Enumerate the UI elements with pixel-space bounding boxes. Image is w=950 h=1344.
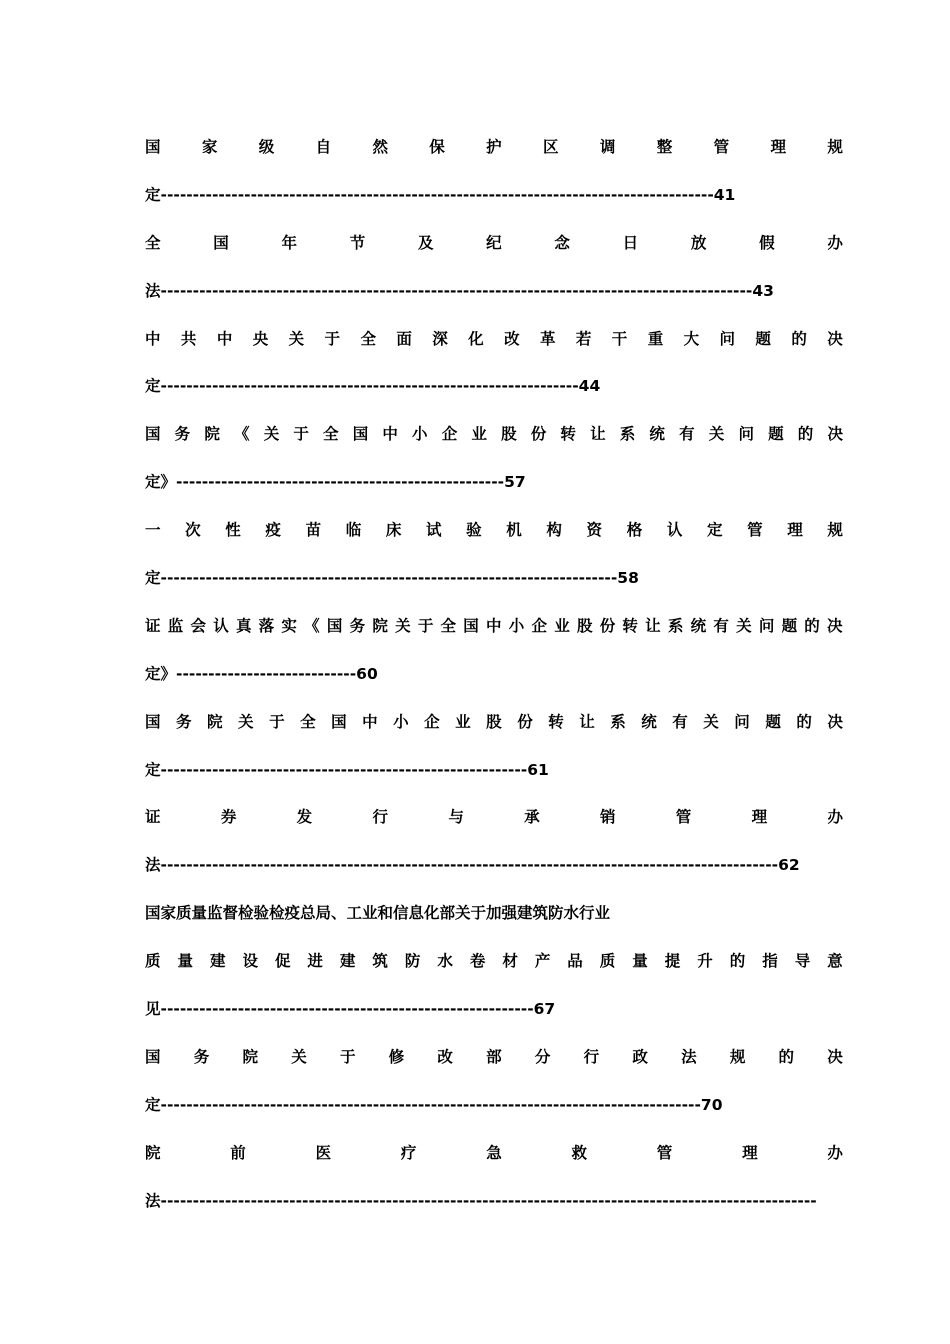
- toc-title-char: 《: [304, 616, 320, 635]
- toc-title-char: 系: [619, 425, 636, 444]
- toc-title-char: 区: [543, 138, 559, 156]
- toc-title-char: 关: [238, 712, 254, 731]
- toc-title-char: 与: [448, 808, 464, 827]
- toc-title-char: 品: [567, 952, 583, 971]
- toc-title-char: 年: [281, 233, 297, 252]
- toc-entry-title[interactable]: [145, 938, 843, 986]
- toc-title-char: 统: [690, 616, 707, 635]
- toc-title-char: 护: [486, 138, 502, 156]
- toc-title-char: 质: [145, 952, 161, 971]
- toc-dot-leader: --------------------------------------------------------------------------------------: [160, 185, 714, 204]
- toc-title-end: 定》: [145, 473, 177, 492]
- toc-title-char: 全: [440, 616, 457, 635]
- toc-title-char: 修: [388, 1047, 405, 1066]
- toc-title-char: 定: [706, 521, 723, 540]
- toc-title-char: 自: [315, 138, 332, 156]
- toc-entry-title[interactable]: [145, 316, 843, 364]
- toc-entry-leader[interactable]: [145, 986, 843, 1034]
- toc-title-char: 于: [269, 712, 285, 731]
- toc-title-char: 床: [385, 521, 402, 540]
- toc-title-char: 的: [778, 1047, 795, 1066]
- toc-title-end: 定: [145, 760, 161, 779]
- toc-title-char: 有: [713, 616, 729, 635]
- toc-title-char: 于: [339, 1047, 356, 1066]
- toc-title-char: 国: [145, 712, 161, 731]
- toc-title-char: 关: [288, 329, 305, 348]
- toc-title-char: 统: [641, 712, 657, 731]
- toc-title-end: 定: [145, 569, 161, 588]
- toc-title-char: 关: [736, 616, 752, 635]
- toc-title-char: 于: [293, 425, 309, 444]
- toc-title-char: 让: [579, 712, 595, 731]
- toc-entry-leader[interactable]: [145, 172, 843, 220]
- toc-title-char: 务: [174, 425, 191, 444]
- toc-title-char: 企: [441, 425, 458, 444]
- toc-title-char: 苗: [305, 521, 322, 540]
- toc-title-char: 决: [827, 425, 843, 444]
- toc-entry-leader[interactable]: [145, 555, 843, 603]
- toc-entry-title[interactable]: [145, 603, 843, 651]
- toc-title-char: 问: [758, 616, 775, 635]
- toc-title-char: 国: [331, 712, 347, 731]
- toc-title-char: 统: [649, 425, 665, 444]
- toc-title-char: 机: [506, 521, 522, 540]
- toc-title-char: 股: [576, 616, 593, 635]
- toc-title-char: 理: [770, 138, 786, 156]
- toc-title-char: 《: [234, 425, 250, 444]
- toc-entry-leader[interactable]: [145, 1082, 843, 1130]
- toc-dot-leader: --------------------------------------------------------------------------------------------: [160, 281, 753, 300]
- toc-title-char: 家: [201, 138, 218, 156]
- toc-title-end: 见: [145, 1000, 161, 1019]
- toc-title-char: 面: [396, 329, 412, 348]
- toc-title-char: 指: [762, 952, 778, 971]
- toc-title-char: 次: [185, 521, 201, 540]
- toc-title-char: 管: [675, 808, 692, 827]
- toc-title-char: 然: [372, 138, 388, 156]
- toc-title-char: 关: [263, 425, 280, 444]
- toc-title-char: 促: [274, 952, 291, 971]
- toc-title-char: 医: [315, 1143, 332, 1162]
- toc-title-char: 量: [632, 952, 648, 971]
- toc-title-char: 实: [281, 616, 297, 635]
- toc-title-char: 部: [486, 1047, 502, 1066]
- toc-title-char: 于: [324, 329, 341, 348]
- toc-title-char: 关: [291, 1047, 307, 1066]
- toc-title-end: 定: [145, 185, 161, 204]
- toc-title-char: 认: [666, 521, 683, 540]
- toc-dot-leader: ----------------------------------------------------------: [160, 1000, 534, 1019]
- toc-title-char: 建: [209, 952, 226, 971]
- toc-title-char: 让: [590, 425, 606, 444]
- toc-title-char: 管: [656, 1143, 673, 1162]
- toc-entry-title[interactable]: [145, 699, 843, 747]
- toc-title-char: 业: [471, 425, 487, 444]
- toc-title-char: 化: [468, 329, 484, 348]
- toc-title-char: 的: [796, 712, 812, 731]
- toc-title-char: 问: [719, 329, 736, 348]
- toc-entry-leader[interactable]: [145, 459, 843, 507]
- toc-title-char: 理: [751, 808, 768, 827]
- toc-title-char: 管: [713, 138, 730, 156]
- toc-title-char: 大: [683, 329, 700, 348]
- toc-title-char: 务: [349, 616, 366, 635]
- toc-title-char: 于: [417, 616, 434, 635]
- toc-title-char: 量: [177, 952, 193, 971]
- toc-title-char: 卷: [469, 952, 486, 971]
- toc-title-char: 题: [781, 616, 798, 635]
- toc-title-char: 的: [729, 952, 746, 971]
- toc-title-char: 决: [827, 616, 843, 635]
- toc-page-number: 70: [700, 1095, 723, 1114]
- toc-page-number: 43: [752, 281, 774, 300]
- toc-title-char: 办: [827, 808, 843, 827]
- toc-title-char: 小: [508, 616, 525, 635]
- toc-dot-leader: ------------------------------------------------------------------------------------: [160, 1095, 701, 1114]
- toc-title-char: 份: [530, 425, 547, 444]
- toc-title-char: 规: [827, 521, 843, 540]
- toc-entry-title[interactable]: [145, 1034, 843, 1082]
- toc-entry-leader[interactable]: [145, 747, 843, 795]
- toc-title-char: 题: [755, 329, 771, 348]
- toc-title-char: 导: [794, 952, 811, 971]
- toc-dot-leader: -----------------------------------------------------------------------: [160, 569, 618, 588]
- toc-title-char: 题: [768, 425, 784, 444]
- toc-title-char: 急: [486, 1143, 502, 1162]
- table-of-contents: [145, 124, 843, 1225]
- toc-title-char: 小: [412, 425, 428, 444]
- toc-title-char: 疫: [265, 521, 281, 540]
- toc-title-char: 转: [560, 425, 576, 444]
- toc-title-char: 国: [326, 616, 343, 635]
- toc-title-char: 有: [679, 425, 695, 444]
- toc-title-char: 院: [145, 1143, 161, 1162]
- toc-title-char: 让: [645, 616, 661, 635]
- toc-title-char: 进: [307, 952, 323, 971]
- toc-title-char: 构: [546, 521, 562, 540]
- toc-title-char: 管: [747, 521, 763, 540]
- toc-title-char: 关: [708, 425, 725, 444]
- toc-dot-leader: ---------------------------------------------------------: [160, 760, 528, 779]
- toc-entry-leader[interactable]: [145, 363, 843, 411]
- toc-title-char: 中: [145, 329, 161, 348]
- toc-title-char: 的: [804, 616, 820, 635]
- toc-title-char: 承: [524, 808, 540, 827]
- toc-title-char: 认: [213, 616, 229, 635]
- toc-title-char: 务: [176, 712, 192, 731]
- toc-entry-title[interactable]: [145, 124, 843, 172]
- toc-title-char: 理: [787, 521, 803, 540]
- toc-entry-title[interactable]: [145, 507, 843, 555]
- toc-title-char: 节: [349, 233, 366, 252]
- toc-title-char: 水: [437, 952, 453, 971]
- toc-dot-leader: ----------------------------: [176, 664, 357, 683]
- toc-entry-title[interactable]: [145, 411, 843, 459]
- toc-title-char: 行: [583, 1047, 600, 1066]
- toc-entry-title[interactable]: [145, 794, 843, 842]
- toc-title-char: 的: [791, 329, 807, 348]
- toc-entry-leader[interactable]: [145, 268, 843, 316]
- toc-title-char: 决: [827, 1047, 843, 1066]
- toc-title-char: 材: [502, 952, 518, 971]
- toc-title-char: 问: [738, 425, 754, 444]
- toc-title-char: 全: [145, 233, 161, 252]
- toc-title-end: 定: [145, 1095, 161, 1114]
- toc-title-char: 整: [656, 138, 673, 156]
- toc-title-end: 定: [145, 377, 161, 396]
- toc-title-char: 全: [360, 329, 376, 348]
- toc-entry-title[interactable]: [145, 220, 843, 268]
- toc-page-number: 41: [713, 185, 736, 204]
- toc-title-char: 股: [501, 425, 517, 444]
- toc-title-char: 国: [145, 138, 161, 156]
- toc-heading-line: 国家质量监督检验检疫总局、工业和信息化部关于加强建筑防水行业: [145, 904, 611, 923]
- toc-title-char: 性: [225, 521, 241, 540]
- toc-title-char: 问: [734, 712, 750, 731]
- toc-entry-leader[interactable]: [145, 651, 843, 699]
- toc-page-number: 44: [578, 377, 601, 396]
- toc-title-char: 前: [230, 1143, 246, 1162]
- toc-title-char: 中: [216, 329, 233, 348]
- toc-title-char: 日: [622, 233, 639, 252]
- toc-title-char: 国: [145, 425, 161, 444]
- toc-title-char: 证: [145, 808, 161, 827]
- toc-title-char: 监: [167, 616, 184, 635]
- toc-title-char: 筑: [372, 952, 388, 971]
- toc-title-char: 产: [534, 952, 551, 971]
- toc-dot-leader: ------------------------------------------------------------------------------------------------------: [160, 1191, 817, 1210]
- toc-page-number: 62: [778, 856, 800, 875]
- toc-title-char: 调: [599, 138, 616, 156]
- toc-title-char: 企: [531, 616, 547, 635]
- toc-title-char: 落: [258, 616, 275, 635]
- toc-title-char: 院: [204, 425, 220, 444]
- toc-title-char: 设: [242, 952, 258, 971]
- toc-title-char: 政: [632, 1047, 648, 1066]
- toc-title-char: 升: [697, 952, 713, 971]
- toc-title-char: 院: [207, 712, 223, 731]
- toc-title-char: 院: [372, 616, 388, 635]
- toc-title-char: 决: [827, 329, 843, 348]
- toc-title-char: 假: [759, 233, 775, 252]
- toc-title-end: 法: [145, 856, 161, 875]
- toc-title-char: 法: [681, 1047, 697, 1066]
- toc-title-char: 转: [548, 712, 564, 731]
- toc-title-char: 系: [610, 712, 626, 731]
- toc-title-char: 纪: [486, 233, 502, 252]
- toc-page-number: 67: [533, 1000, 556, 1019]
- toc-dot-leader: ------------------------------------------------------------------------------------------------: [160, 856, 779, 875]
- toc-title-char: 决: [827, 712, 843, 731]
- toc-title-char: 销: [599, 808, 616, 827]
- toc-title-char: 股: [486, 712, 502, 731]
- toc-title-char: 中: [486, 616, 502, 635]
- toc-title-char: 国: [463, 616, 479, 635]
- toc-title-char: 提: [664, 952, 681, 971]
- toc-entry-leader[interactable]: [145, 842, 843, 890]
- toc-title-char: 试: [425, 521, 442, 540]
- toc-title-char: 深: [432, 329, 448, 348]
- toc-title-char: 的: [797, 425, 814, 444]
- toc-title-char: 份: [517, 712, 533, 731]
- toc-title-char: 业: [554, 616, 570, 635]
- toc-title-char: 全: [323, 425, 339, 444]
- toc-title-char: 央: [252, 329, 269, 348]
- toc-title-char: 转: [622, 616, 638, 635]
- toc-entry-leader[interactable]: [145, 1178, 843, 1226]
- toc-page-number: 58: [617, 569, 639, 588]
- toc-title-char: 级: [258, 138, 275, 156]
- toc-title-char: 格: [626, 521, 643, 540]
- toc-title-char: 有: [672, 712, 688, 731]
- toc-title-end: 法: [145, 281, 161, 300]
- toc-title-char: 疗: [400, 1143, 417, 1162]
- toc-title-char: 救: [571, 1143, 587, 1162]
- toc-title-char: 资: [586, 521, 603, 540]
- toc-title-char: 企: [424, 712, 440, 731]
- toc-title-char: 务: [193, 1047, 210, 1066]
- toc-title-char: 院: [242, 1047, 258, 1066]
- toc-title-char: 真: [235, 616, 252, 635]
- toc-title-char: 关: [395, 616, 411, 635]
- toc-entry-title[interactable]: [145, 1130, 843, 1178]
- toc-title-char: 质: [599, 952, 616, 971]
- toc-title-end: 法: [145, 1191, 161, 1210]
- toc-title-char: 建: [339, 952, 356, 971]
- toc-title-char: 中: [362, 712, 378, 731]
- toc-title-char: 共: [180, 329, 197, 348]
- toc-title-char: 证: [145, 616, 161, 635]
- toc-title-char: 重: [647, 329, 664, 348]
- toc-title-char: 小: [393, 712, 409, 731]
- toc-title-char: 业: [455, 712, 471, 731]
- toc-title-char: 临: [345, 521, 362, 540]
- toc-title-char: 念: [554, 233, 570, 252]
- toc-title-char: 防: [404, 952, 421, 971]
- toc-title-char: 办: [827, 233, 843, 252]
- toc-title-char: 保: [429, 138, 445, 156]
- toc-title-char: 办: [827, 1143, 843, 1162]
- toc-title-char: 分: [534, 1047, 551, 1066]
- toc-dot-leader: -----------------------------------------------------------------: [160, 377, 579, 396]
- toc-title-char: 国: [213, 233, 229, 252]
- toc-title-char: 放: [690, 233, 707, 252]
- toc-title-char: 一: [145, 521, 161, 540]
- toc-title-char: 若: [575, 329, 592, 348]
- toc-title-char: 改: [504, 329, 520, 348]
- toc-title-char: 中: [382, 425, 398, 444]
- toc-title-char: 验: [466, 521, 482, 540]
- toc-title-end: 定》: [145, 664, 177, 683]
- toc-page-number: 60: [356, 664, 378, 683]
- toc-title-char: 份: [599, 616, 616, 635]
- toc-page-number: 61: [527, 760, 549, 779]
- toc-title-char: 系: [667, 616, 684, 635]
- toc-title-char: 全: [300, 712, 316, 731]
- toc-title-char: 改: [437, 1047, 453, 1066]
- toc-title-char: 券: [220, 808, 237, 827]
- toc-title-char: 国: [145, 1047, 161, 1066]
- toc-title-char: 国: [352, 425, 369, 444]
- toc-title-char: 及: [417, 233, 434, 252]
- toc-title-char: 规: [729, 1047, 746, 1066]
- toc-title-char: 意: [827, 952, 843, 971]
- toc-page-number: 57: [504, 473, 526, 492]
- toc-title-char: 发: [296, 808, 313, 827]
- toc-title-char: 会: [190, 616, 206, 635]
- toc-title-char: 干: [611, 329, 628, 348]
- toc-title-char: 革: [539, 329, 556, 348]
- toc-dot-leader: ---------------------------------------------------: [176, 473, 505, 492]
- toc-title-char: 题: [765, 712, 781, 731]
- toc-title-char: 理: [742, 1143, 758, 1162]
- toc-title-char: 关: [703, 712, 719, 731]
- toc-title-char: 规: [827, 138, 843, 156]
- toc-title-char: 行: [372, 808, 388, 827]
